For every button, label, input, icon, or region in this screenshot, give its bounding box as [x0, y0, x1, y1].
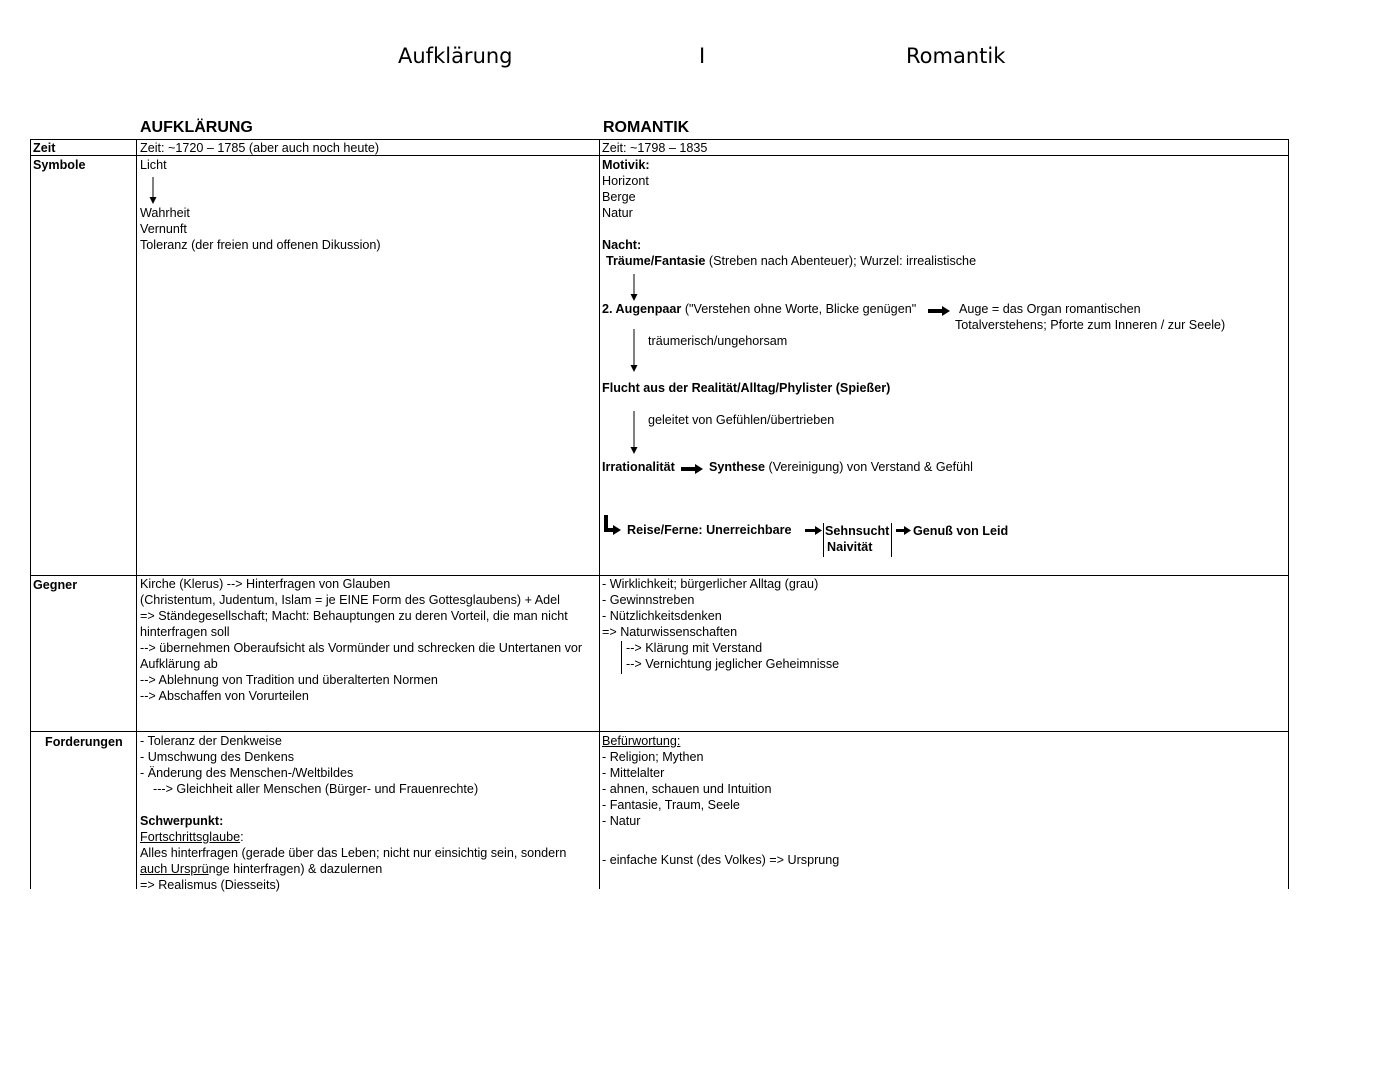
list-item: Kirche (Klerus) --> Hinterfragen von Glauben — [140, 577, 391, 591]
symbole-motivik — [602, 157, 650, 221]
auch-urspruenge-text: auch Ursprünge hinterfragen) & dazulernen — [140, 862, 383, 876]
naivitaet-text: Naivität — [827, 540, 873, 554]
list-item: --> übernehmen Oberaufsicht als Vormünder und schrecken die Untertanen vor — [140, 641, 583, 655]
list-item: Aufklärung ab — [140, 657, 218, 671]
list-item: Wahrheit — [140, 206, 190, 220]
list-item: - Nützlichkeitsdenken — [602, 609, 722, 623]
corner-arrow-icon — [603, 514, 623, 536]
list-item: - Natur — [602, 814, 641, 828]
gegner-aufklaerung-list — [140, 576, 582, 704]
genuss-text: Genuß von Leid — [913, 524, 1009, 538]
list-item: - Mittelalter — [602, 766, 665, 780]
list-item: - Wirklichkeit; bürgerlicher Alltag (grau) — [602, 577, 819, 591]
list-item: --> Vernichtung jeglicher Geheimnisse — [626, 657, 840, 671]
irrationalitaet-text: Irrationalität — [602, 460, 675, 474]
header-right: Romantik — [906, 44, 1006, 68]
bracket-line — [621, 641, 622, 674]
list-item: - Fantasie, Traum, Seele — [602, 798, 740, 812]
column-head-aufklaerung: AUFKLÄRUNG — [140, 119, 253, 136]
traeume-line: Träume/Fantasie (Streben nach Abenteuer); Wurzel: irrealistische — [606, 254, 977, 268]
zeit-romantik: Zeit: ~1798 – 1835 — [602, 141, 708, 155]
bracket-line — [823, 523, 824, 557]
synthese-line: Synthese (Vereinigung) von Verstand & Gefühl — [709, 460, 973, 474]
list-item: - Toleranz der Denkweise — [140, 734, 282, 748]
geleitet-text: geleitet von Gefühlen/übertrieben — [648, 413, 835, 427]
list-item: Vernunft — [140, 222, 187, 236]
schwerpunkt-heading: Schwerpunkt: — [140, 814, 224, 828]
symbole-aufklaerung-list — [140, 205, 381, 253]
auge-organ-line: Auge = das Organ romantischen — [959, 302, 1141, 316]
list-item: - Änderung des Menschen-/Weltbildes — [140, 766, 354, 780]
forderungen-aufklaerung-list — [140, 733, 353, 781]
motivik-heading: Motivik: — [602, 158, 650, 172]
arrow-down-icon — [628, 329, 640, 373]
list-item: Horizont — [602, 174, 649, 188]
list-item: Toleranz (der freien und offenen Dikussion) — [140, 238, 381, 252]
gleichheit-text: ---> Gleichheit aller Menschen (Bürger- und Frauenrechte) — [153, 782, 479, 796]
list-item: - Gewinnstreben — [602, 593, 695, 607]
befuerwortung-heading: Befürwortung: — [602, 734, 681, 748]
list-item: --> Ablehnung von Tradition und überalterten Normen — [140, 673, 438, 687]
traeumerisch-text: träumerisch/ungehorsam — [648, 334, 788, 348]
reise-text: Reise/Ferne: Unerreichbare — [627, 523, 792, 537]
gegner-romantik-list — [602, 576, 818, 640]
augenpaar-line: 2. Augenpaar ("Verstehen ohne Worte, Blicke genügen" — [602, 302, 917, 316]
zeit-aufklaerung: Zeit: ~1720 – 1785 (aber auch noch heute) — [140, 141, 380, 155]
arrow-down-icon — [147, 177, 159, 205]
list-item: (Christentum, Judentum, Islam = je EINE Form des Gottesglaubens) + Adel — [140, 593, 560, 607]
list-item: - Religion; Mythen — [602, 750, 704, 764]
gegner-romantik-sublist — [626, 640, 839, 672]
list-item: => Naturwissenschaften — [602, 625, 738, 639]
header-separator: I — [699, 44, 706, 68]
row-label-symbole: Symbole — [33, 158, 86, 172]
list-item: Natur — [602, 206, 633, 220]
list-item: --> Klärung mit Verstand — [626, 641, 763, 655]
symbole-licht: Licht — [140, 158, 167, 172]
bracket-line — [891, 523, 892, 557]
arrow-down-icon — [628, 274, 640, 302]
arrow-right-icon — [805, 526, 823, 536]
fortschrittsglaube-text: Fortschrittsglaube: — [140, 830, 244, 844]
sehnsucht-text: Sehnsucht — [825, 524, 890, 538]
list-item: - ahnen, schauen und Intuition — [602, 782, 772, 796]
flucht-line: Flucht aus der Realität/Alltag/Phylister (Spießer) — [602, 381, 891, 395]
list-item: Berge — [602, 190, 636, 204]
row-label-gegner: Gegner — [33, 578, 78, 592]
list-item: - Umschwung des Denkens — [140, 750, 294, 764]
realismus-text: => Realismus (Diesseits) — [140, 878, 280, 892]
forderungen-romantik-list — [602, 749, 771, 829]
list-item: --> Abschaffen von Vorurteilen — [140, 689, 309, 703]
totalverstehens-line: Totalverstehens; Pforte zum Inneren / zur Seele) — [955, 318, 1226, 332]
column-head-romantik: ROMANTIK — [603, 119, 690, 136]
row-label-forderungen: Forderungen — [45, 735, 123, 749]
list-item: => Ständegesellschaft; Macht: Behauptungen zu deren Vorteil, die man nicht — [140, 609, 568, 623]
thick-arrow-right-icon — [681, 463, 705, 475]
einfache-kunst-text: - einfache Kunst (des Volkes) => Ursprung — [602, 853, 840, 867]
nacht-heading: Nacht: — [602, 238, 642, 252]
list-item: hinterfragen soll — [140, 625, 230, 639]
arrow-right-icon — [896, 526, 912, 536]
thick-arrow-right-icon — [928, 305, 952, 317]
row-label-zeit: Zeit — [33, 141, 56, 155]
arrow-down-icon — [628, 411, 640, 455]
alles-hinterfragen-text: Alles hinterfragen (gerade über das Leben; nicht nur einsichtig sein, sondern — [140, 846, 567, 860]
header-left: Aufklärung — [398, 44, 513, 68]
